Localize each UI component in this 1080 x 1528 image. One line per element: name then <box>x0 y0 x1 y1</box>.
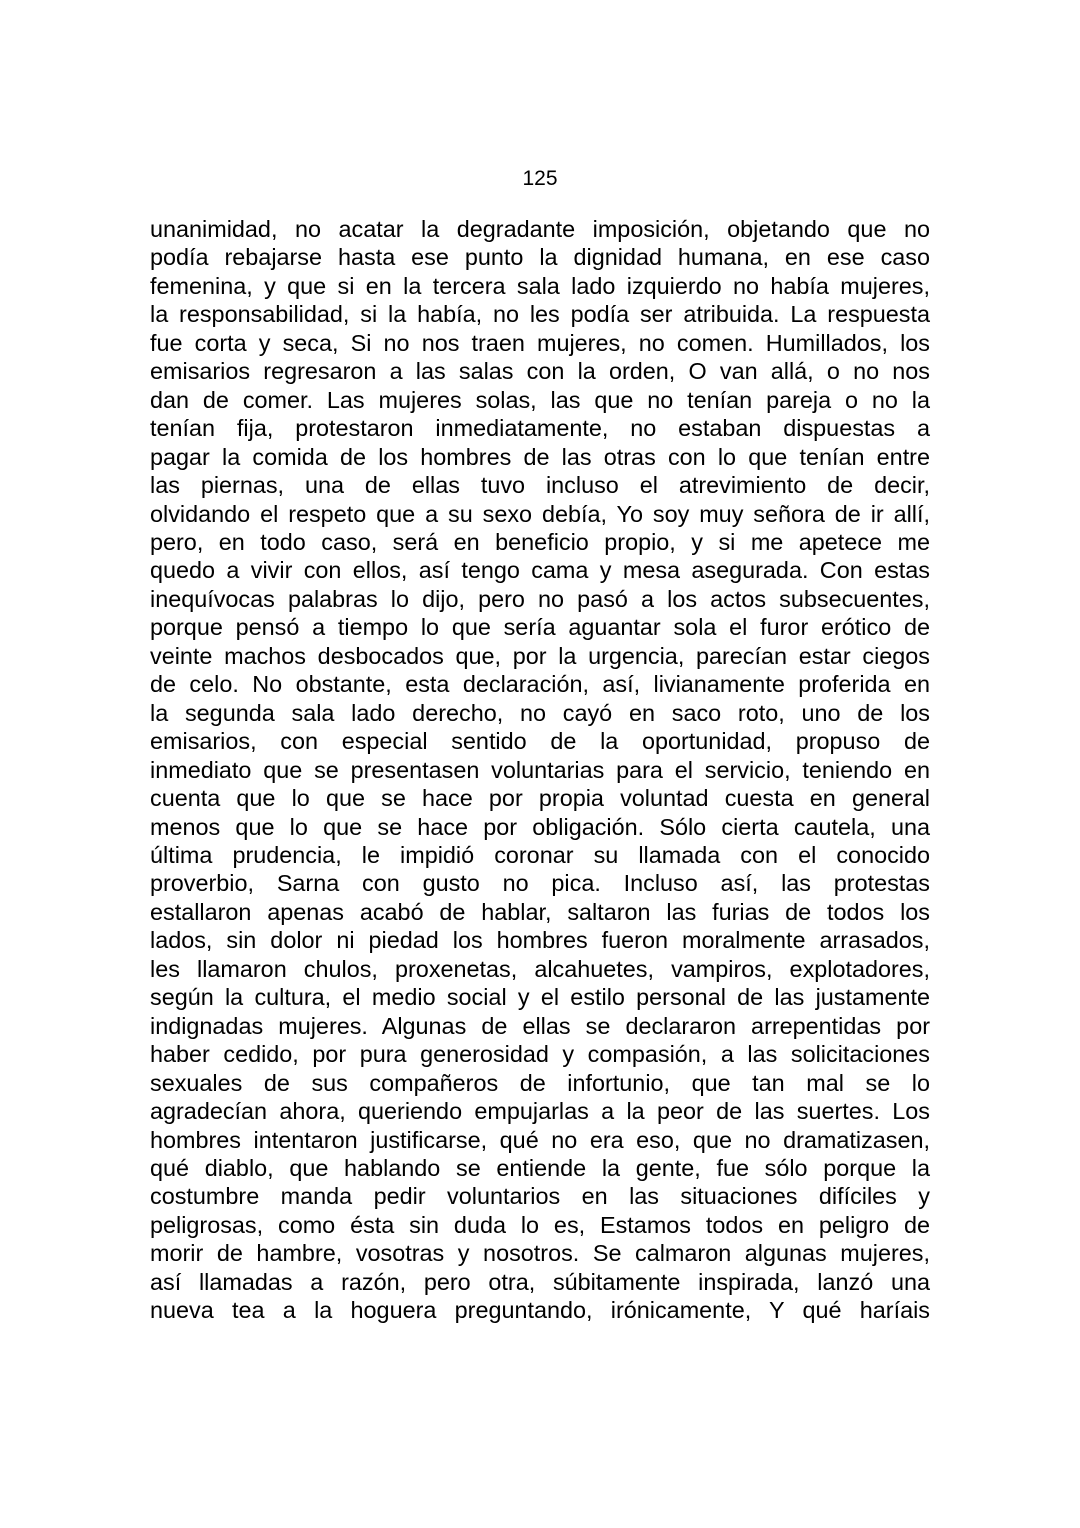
text-line: quedo a vivir con ellos, así tengo cama y mesa asegurada. Con estas <box>150 557 930 584</box>
text-line: peligrosas, como ésta sin duda lo es, Estamos todos en peligro de <box>150 1211 930 1238</box>
text-line: sexuales de sus compañeros de infortunio, que tan mal se lo <box>150 1069 930 1096</box>
text-line: veinte machos desbocados que, por la urgencia, parecían estar ciegos <box>150 642 930 669</box>
body-text <box>150 215 930 1325</box>
text-line: pagar la comida de los hombres de las otras con lo que tenían entre <box>150 443 930 470</box>
text-line: porque pensó a tiempo lo que sería aguantar sola el furor erótico de <box>150 614 930 641</box>
text-line: cuenta que lo que se hace por propia voluntad cuesta en general <box>150 785 930 812</box>
text-line: hombres intentaron justificarse, qué no era eso, que no dramatizasen, <box>150 1126 930 1153</box>
text-line: según la cultura, el medio social y el estilo personal de las justamente <box>150 984 930 1011</box>
text-line: femenina, y que si en la tercera sala lado izquierdo no había mujeres, <box>150 272 930 299</box>
text-line: les llamaron chulos, proxenetas, alcahuetes, vampiros, explotadores, <box>150 955 930 982</box>
text-line: última prudencia, le impidió coronar su llamada con el conocido <box>150 841 930 868</box>
text-line: indignadas mujeres. Algunas de ellas se declararon arrepentidas por <box>150 1012 930 1039</box>
text-line: unanimidad, no acatar la degradante imposición, objetando que no <box>150 216 930 242</box>
text-line: qué diablo, que hablando se entiende la gente, fue sólo porque la <box>150 1154 930 1181</box>
text-line: estallaron apenas acabó de hablar, saltaron las furias de todos los <box>150 898 930 925</box>
text-line: costumbre manda pedir voluntarios en las situaciones difíciles y <box>150 1183 930 1210</box>
text-line: menos que lo que se hace por obligación. Sólo cierta cautela, una <box>150 813 930 840</box>
text-line: inequívocas palabras lo dijo, pero no pasó a los actos subsecuentes, <box>150 585 930 612</box>
text-line: pero, en todo caso, será en beneficio propio, y si me apetece me <box>150 528 930 555</box>
text-line: así llamadas a razón, pero otra, súbitamente inspirada, lanzó una <box>150 1268 930 1295</box>
text-line: proverbio, Sarna con gusto no pica. Incluso así, las protestas <box>150 870 930 897</box>
text-line: inmediato que se presentasen voluntarias para el servicio, teniendo en <box>150 756 930 783</box>
text-line: las piernas, una de ellas tuvo incluso el atrevimiento de decir, <box>150 472 930 499</box>
text-line: la responsabilidad, si la había, no les podía ser atribuida. La respuesta <box>150 301 930 328</box>
text-line: haber cedido, por pura generosidad y compasión, a las solicitaciones <box>150 1041 930 1068</box>
text-line: tenían fija, protestaron inmediatamente, no estaban dispuestas a <box>150 415 930 442</box>
text-line: dan de comer. Las mujeres solas, las que no tenían pareja o no la <box>150 386 930 413</box>
text-line: la segunda sala lado derecho, no cayó en saco roto, uno de los <box>150 699 930 726</box>
text-line: emisarios, con especial sentido de la oportunidad, propuso de <box>150 728 930 755</box>
text-line: agradecían ahora, queriendo empujarlas a la peor de las suertes. Los <box>150 1098 930 1125</box>
text-line: fue corta y seca, Si no nos traen mujeres, no comen. Humillados, los <box>150 329 930 356</box>
text-line: olvidando el respeto que a su sexo debía, Yo soy muy señora de ir allí, <box>150 500 930 527</box>
page-number: 125 <box>522 167 558 190</box>
text-line: de celo. No obstante, esta declaración, así, livianamente proferida en <box>150 671 930 698</box>
text-line: podía rebajarse hasta ese punto la dignidad humana, en ese caso <box>150 244 930 271</box>
text-line: emisarios regresaron a las salas con la orden, O van allá, o no nos <box>150 358 930 385</box>
text-line: morir de hambre, vosotras y nosotros. Se calmaron algunas mujeres, <box>150 1240 930 1267</box>
text-line: nueva tea a la hoguera preguntando, irónicamente, Y qué haríais <box>150 1297 930 1324</box>
text-line: lados, sin dolor ni piedad los hombres fueron moralmente arrasados, <box>150 927 930 954</box>
